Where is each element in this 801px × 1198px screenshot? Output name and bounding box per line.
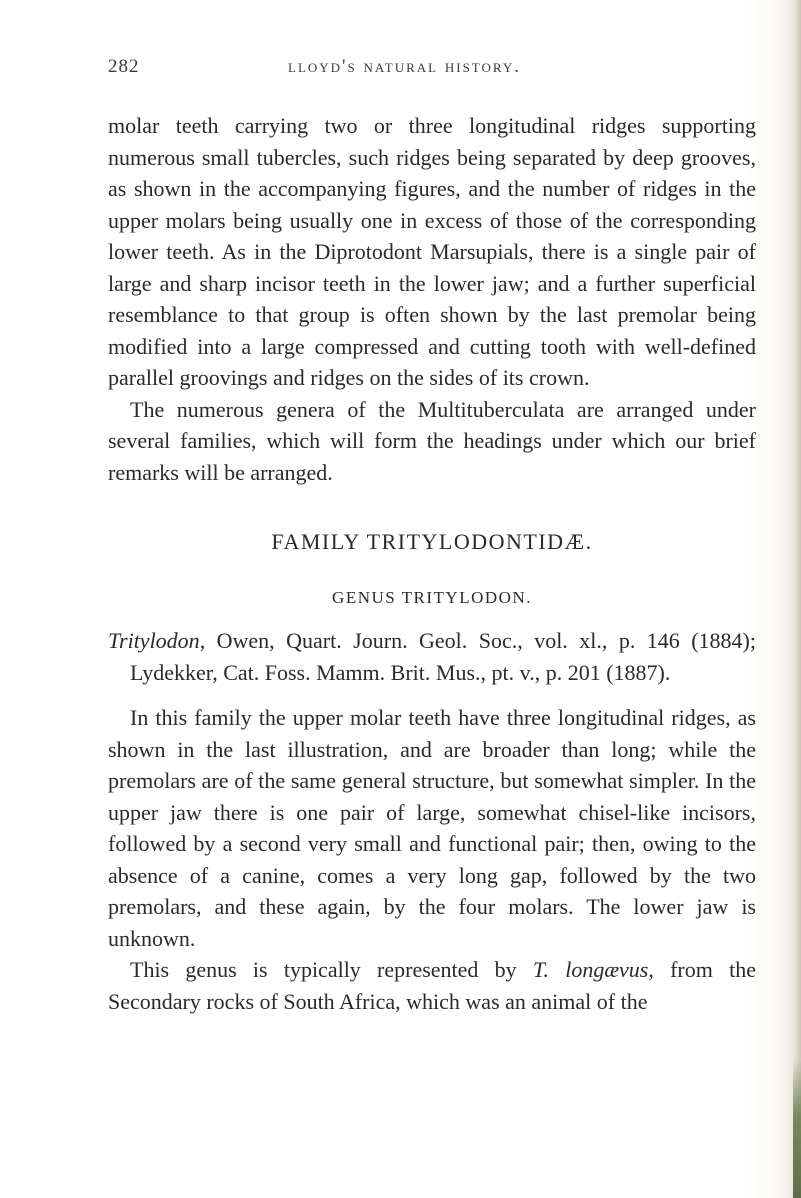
paragraph-genus-end: , from the Secondary rocks of South Africa, which was an animal of the bbox=[108, 957, 756, 1014]
species-name: T. longævus bbox=[532, 957, 649, 982]
paragraph-genus-start: This genus is typically represented by bbox=[130, 957, 533, 982]
genus-heading: GENUS TRITYLODON. bbox=[332, 587, 532, 607]
citation-reference: , Owen, Quart. Journ. Geol. Soc., vol. xl., p. 146 (1884); Lydekker, Cat. Foss. Mamm. Brit. Mus., pt. v., p. 201 (1887). bbox=[130, 628, 756, 685]
citation-genus-name: Tritylodon bbox=[108, 628, 200, 653]
page-header bbox=[108, 56, 758, 80]
family-heading: FAMILY TRITYLODONTIDÆ. bbox=[271, 529, 593, 554]
paragraph-genera: The numerous genera of the Multituberculata are arranged under several families, which will form the headings under which our brief remarks will be arranged. bbox=[108, 396, 756, 485]
citation bbox=[108, 625, 756, 688]
paragraph-molar-teeth: molar teeth carrying two or three longitudinal ridges supporting numerous small tubercles, such ridges being separated by deep grooves, as shown in the accompanying figures, and the number of ridges in the upper molars being usually one in excess of those of the corresponding lower teeth. As in the Diprotodont Marsupials, there is a single pair of large and sharp incisor teeth in the lower jaw; and a further superficial resemblance to that group is often shown by the last premolar being modified into a large compressed and cutting tooth with well-defined parallel groovings and ridges on the sides of its crown. bbox=[108, 113, 756, 390]
page-number: 282 bbox=[108, 56, 140, 77]
page-edge-shadow bbox=[787, 0, 801, 1198]
paragraph-genus-representation bbox=[108, 954, 756, 1017]
paragraph-family-description: In this family the upper molar teeth have three longitudinal ridges, as shown in the last illustration, and are broader than long; while the premolars are of the same general structure, but somewhat simpler. In the upper jaw there is one pair of large, somewhat chisel-like incisors, followed by a second very small and functional pair; then, owing to the absence of a canine, comes a very long gap, followed by the two premolars, and these again, by the four molars. The lower jaw is unknown. bbox=[108, 705, 756, 951]
page-edge-stain bbox=[793, 1060, 801, 1198]
running-head: lloyd's natural history. bbox=[288, 56, 521, 77]
page-body bbox=[108, 110, 756, 1017]
